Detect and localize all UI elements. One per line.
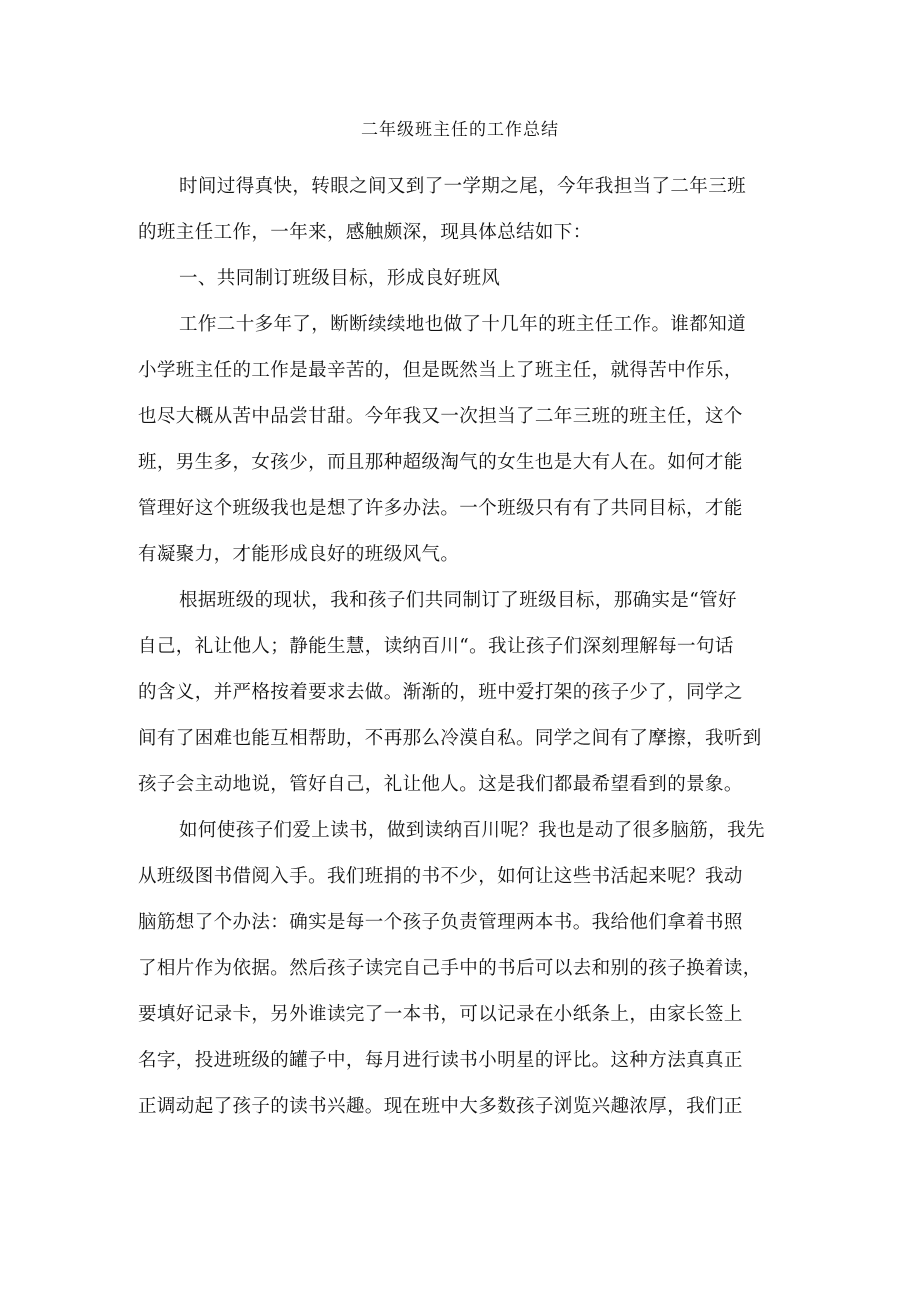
paragraph-class-goal xyxy=(138,578,788,808)
text-line: 如何使孩子们爱上读书，做到读纳百川呢？我也是动了很多脑筋，我先 xyxy=(179,820,765,841)
text-line: 正调动起了孩子的读书兴趣。现在班中大多数孩子浏览兴趣浓厚，我们正 xyxy=(138,1096,743,1117)
text-line: 从班级图书借阅入手。我们班捐的书不少，如何让这些书活起来呢？我动 xyxy=(138,866,743,887)
text-line: 也尽大概从苦中品尝甘甜。今年我又一次担当了二年三班的班主任，这个 xyxy=(138,406,743,427)
text-line: 了相片作为依据。然后孩子读完自己手中的书后可以去和别的孩子换着读， xyxy=(138,958,762,979)
text-line: 要填好记录卡，另外谁读完了一本书，可以记录在小纸条上，由家长签上 xyxy=(138,1004,743,1025)
text-line: 小学班主任的工作是最辛苦的，但是既然当上了班主任，就得苦中作乐， xyxy=(138,360,743,381)
paragraph-experience xyxy=(138,302,788,578)
text-line: 根据班级的现状，我和孩子们共同制订了班级目标，那确实是“管好 xyxy=(179,590,737,611)
paragraph-intro xyxy=(138,164,788,256)
text-line: 的含义，并严格按着要求去做。渐渐的，班中爱打架的孩子少了，同学之 xyxy=(138,682,743,703)
section-heading xyxy=(138,256,788,302)
document-body xyxy=(138,164,788,1130)
text-line: 间有了困难也能互相帮助，不再那么冷漠自私。同学之间有了摩擦，我听到 xyxy=(138,728,762,749)
text-line: 管理好这个班级我也是想了许多办法。一个班级只有有了共同目标，才能 xyxy=(138,498,743,519)
text-line: 名字，投进班级的罐子中，每月进行读书小明星的评比。这种方法真真正 xyxy=(138,1050,743,1071)
paragraph-reading xyxy=(138,808,788,1130)
document-title: 二年级班主任的工作总结 xyxy=(361,120,559,140)
text-line: 脑筋想了个办法：确实是每一个孩子负责管理两本书。我给他们拿着书照 xyxy=(138,912,743,933)
text-line: 自己，礼让他人；静能生慧，读纳百川“。我让孩子们深刻理解每一句话 xyxy=(138,636,734,657)
text-line: 有凝聚力，才能形成良好的班级风气。 xyxy=(138,544,460,565)
text-line: 班，男生多，女孩少，而且那种超级淘气的女生也是大有人在。如何才能 xyxy=(138,452,743,473)
text-line: 时间过得真快，转眼之间又到了一学期之尾，今年我担当了二年三班 xyxy=(179,176,747,197)
text-line: 工作二十多年了，断断续续地也做了十几年的班主任工作。谁都知道 xyxy=(179,314,747,335)
text-line: 孩子会主动地说，管好自己，礼让他人。这是我们都最希望看到的景象。 xyxy=(138,774,743,795)
text-line: 的班主任工作，一年来，感触颇深，现具体总结如下： xyxy=(138,222,592,243)
heading-line: 一、共同制订班级目标，形成良好班风 xyxy=(179,268,501,289)
